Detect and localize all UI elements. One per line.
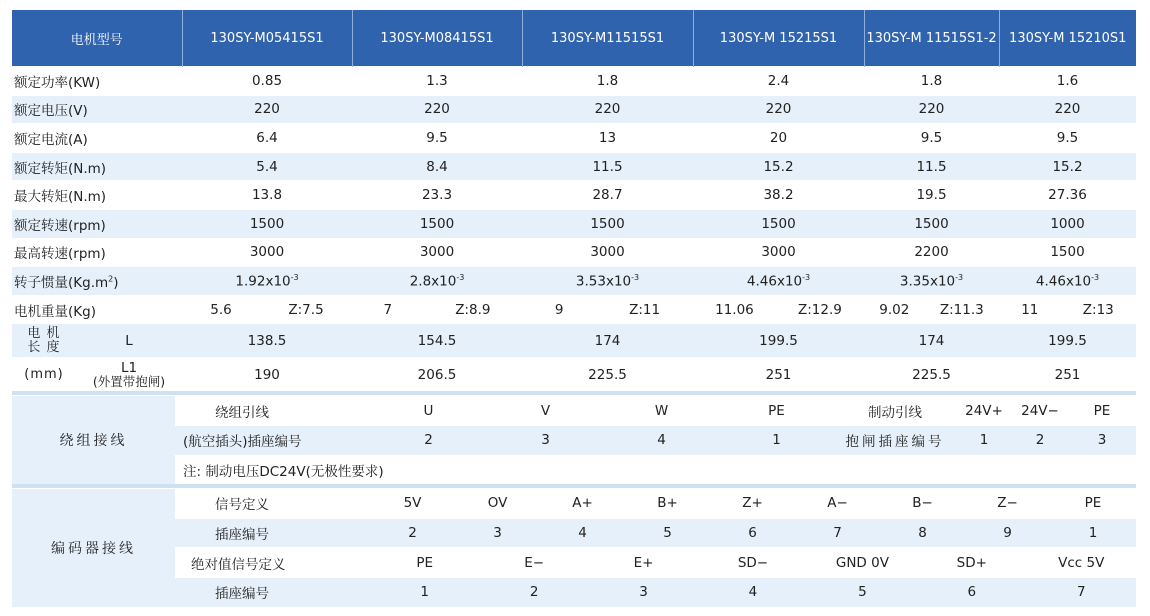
cell: 6.4 xyxy=(182,124,352,153)
cell: OV xyxy=(455,489,540,519)
cell: E+ xyxy=(633,554,654,571)
row-label: 电机重量(Kg) xyxy=(12,295,182,324)
cell: 7 Z:8.9 xyxy=(352,295,522,324)
cell: 9.5 xyxy=(864,124,999,153)
row-label: 最大转矩(N.m) xyxy=(12,181,182,210)
cell: 0.85 xyxy=(182,67,352,96)
cell: B− xyxy=(880,489,965,519)
cell: 1000 xyxy=(999,209,1136,238)
cell: 11.5 xyxy=(522,152,693,181)
cell: 3000 xyxy=(522,238,693,267)
cell: PE xyxy=(1068,396,1136,426)
row-label: 绕组引线 xyxy=(175,396,370,426)
row-label: 插座编号 xyxy=(175,577,370,606)
cell: 190 xyxy=(182,358,352,392)
cell: 5 xyxy=(858,584,867,601)
winding-row-note xyxy=(12,455,1136,484)
cell: 1500 xyxy=(693,209,864,238)
cell: SD− xyxy=(737,554,769,571)
cell: 27.36 xyxy=(999,181,1136,210)
cell: 3000 xyxy=(182,238,352,267)
cell: 8 xyxy=(880,518,965,548)
winding-row-pins xyxy=(12,425,1136,455)
cell: $1.92x10^{-3}$ xyxy=(182,267,352,296)
cell: 6 xyxy=(710,518,795,548)
header-model-5: 130SY-M 11515S1-2 xyxy=(864,10,999,67)
cell: 4 xyxy=(540,518,625,548)
cell: Vcc 5V xyxy=(1058,554,1105,571)
cell: 225.5 xyxy=(522,358,693,392)
spec-row-max-torque xyxy=(12,181,1136,210)
row-label: 信号定义 xyxy=(175,489,370,519)
cell: $4.46x10^{-3}$ xyxy=(999,267,1136,296)
row-label: 额定电流(A) xyxy=(12,124,182,153)
cell: GND 0V xyxy=(835,554,889,571)
cell: $3.53x10^{-3}$ xyxy=(522,267,693,296)
cell: 24V+ xyxy=(956,396,1012,426)
cell: 2 xyxy=(1012,425,1068,455)
cell: 7 xyxy=(795,518,880,548)
motor-spec-table xyxy=(12,10,1136,391)
cell: 8.4 xyxy=(352,152,522,181)
cell: 9 xyxy=(965,518,1050,548)
row-label: 插座编号 xyxy=(175,518,370,548)
cell: 199.5 xyxy=(693,324,864,358)
row-label-length: 电 机 长 度 L xyxy=(12,324,182,358)
cell: 1 xyxy=(420,584,429,601)
cell: 174 xyxy=(522,324,693,358)
header-model-1: 130SY-M05415S1 xyxy=(182,10,352,67)
encoder-group-label: 编码器接线 xyxy=(12,489,175,607)
cell: 3 xyxy=(1068,425,1136,455)
cell: 1.8 xyxy=(864,67,999,96)
cell: 9 Z:11 xyxy=(522,295,693,324)
header-model-2: 130SY-M08415S1 xyxy=(352,10,522,67)
row-label: 最高转速(rpm) xyxy=(12,238,182,267)
cell: 1500 xyxy=(522,209,693,238)
row-label: 额定功率(KW) xyxy=(12,67,182,96)
cell: 1500 xyxy=(999,238,1136,267)
cell: 9.5 xyxy=(352,124,522,153)
brake-label: 制动引线 xyxy=(834,396,956,426)
header-model-4: 130SY-M 15215S1 xyxy=(693,10,864,67)
winding-group-label: 绕组接线 xyxy=(12,396,175,484)
cell: Z− xyxy=(965,489,1050,519)
cell: 15.2 xyxy=(999,152,1136,181)
cell: E− xyxy=(524,554,545,571)
cell: 38.2 xyxy=(693,181,864,210)
cell: 220 xyxy=(352,95,522,124)
cell: A− xyxy=(795,489,880,519)
encoder-row-abs-signal xyxy=(12,548,1136,578)
spec-header-row xyxy=(12,10,1136,67)
cell: 20 xyxy=(693,124,864,153)
encoder-row-signal xyxy=(12,489,1136,519)
cell: 6 xyxy=(967,584,977,601)
cell: 3 xyxy=(455,518,540,548)
cell: 3 xyxy=(487,425,604,455)
cell: 1.8 xyxy=(522,67,693,96)
cell: 251 xyxy=(999,358,1136,392)
spec-row-rated-torque xyxy=(12,152,1136,181)
encoder-row-pins xyxy=(12,518,1136,548)
abs-signal-cells xyxy=(370,548,1136,578)
cell: 1500 xyxy=(352,209,522,238)
cell: $2.8x10^{-3}$ xyxy=(352,267,522,296)
brake-note: 注: 制动电压DC24V(无极性要求) xyxy=(175,455,1136,484)
winding-row-leads xyxy=(12,396,1136,426)
cell: 2 xyxy=(529,584,539,601)
header-model-6: 130SY-M 15210S1 xyxy=(999,10,1136,67)
cell: 9.5 xyxy=(999,124,1136,153)
cell: PE xyxy=(416,554,434,571)
cell: 3000 xyxy=(693,238,864,267)
spec-row-power xyxy=(12,67,1136,96)
cell: V xyxy=(487,396,604,426)
cell: SD+ xyxy=(956,554,987,571)
row-label: 绝对值信号定义 xyxy=(175,548,370,578)
spec-row-length-l1 xyxy=(12,358,1136,392)
row-label: (航空插头)插座编号 xyxy=(175,425,370,455)
cell: 2 xyxy=(370,518,455,548)
cell: 13 xyxy=(522,124,693,153)
cell: 2.4 xyxy=(693,67,864,96)
cell: 220 xyxy=(693,95,864,124)
spec-row-max-speed xyxy=(12,238,1136,267)
brake-label: 抱闸插座编号 xyxy=(834,425,956,455)
encoder-row-abs-pins xyxy=(12,577,1136,606)
cell: 5.6 Z:7.5 xyxy=(182,295,352,324)
cell: 2200 xyxy=(864,238,999,267)
cell: 9.02 Z:11.3 xyxy=(864,295,999,324)
cell: 7 xyxy=(1076,584,1086,601)
cell: 3000 xyxy=(352,238,522,267)
cell: B+ xyxy=(625,489,710,519)
row-label: 转子惯量$(Kg.m^2)$ xyxy=(12,267,182,296)
cell: PE xyxy=(719,396,834,426)
cell: U xyxy=(370,396,487,426)
cell: 2 xyxy=(370,425,487,455)
cell: 154.5 xyxy=(352,324,522,358)
spec-row-current xyxy=(12,124,1136,153)
cell: 220 xyxy=(864,95,999,124)
header-model-3: 130SY-M11515S1 xyxy=(522,10,693,67)
cell: 23.3 xyxy=(352,181,522,210)
cell: 4 xyxy=(748,584,758,601)
cell: 4 xyxy=(604,425,719,455)
cell: 225.5 xyxy=(864,358,999,392)
spec-row-length-l xyxy=(12,324,1136,358)
cell: 5V xyxy=(370,489,455,519)
cell: 11.06 Z:12.9 xyxy=(693,295,864,324)
encoder-wiring-table xyxy=(12,488,1136,606)
cell: 28.7 xyxy=(522,181,693,210)
cell: 24V− xyxy=(1012,396,1068,426)
cell: 13.8 xyxy=(182,181,352,210)
cell: 199.5 xyxy=(999,324,1136,358)
cell: 138.5 xyxy=(182,324,352,358)
winding-wiring-table xyxy=(12,395,1136,484)
cell: 11 Z:13 xyxy=(999,295,1136,324)
cell: 251 xyxy=(693,358,864,392)
cell: W xyxy=(604,396,719,426)
cell: 1 xyxy=(1050,518,1136,548)
spec-row-weight xyxy=(12,295,1136,324)
cell: PE xyxy=(1050,489,1136,519)
spec-row-voltage xyxy=(12,95,1136,124)
spec-row-rated-speed xyxy=(12,209,1136,238)
header-model-label: 电机型号 xyxy=(12,10,182,67)
cell: 220 xyxy=(522,95,693,124)
cell: 1500 xyxy=(182,209,352,238)
row-label: 额定电压(V) xyxy=(12,95,182,124)
cell: 11.5 xyxy=(864,152,999,181)
cell: 1 xyxy=(719,425,834,455)
cell: 1.3 xyxy=(352,67,522,96)
spec-sheet xyxy=(12,10,1136,607)
cell: 1.6 xyxy=(999,67,1136,96)
cell: 3 xyxy=(639,584,648,601)
row-label: 额定转速(rpm) xyxy=(12,209,182,238)
cell: 220 xyxy=(182,95,352,124)
row-label-length-l1: (mm) L1 (外置带抱闸) xyxy=(12,358,182,392)
row-label: 额定转矩(N.m) xyxy=(12,152,182,181)
cell: Z+ xyxy=(710,489,795,519)
cell: 5.4 xyxy=(182,152,352,181)
cell: 19.5 xyxy=(864,181,999,210)
cell: 206.5 xyxy=(352,358,522,392)
cell: 220 xyxy=(999,95,1136,124)
cell: $3.35x10^{-3}$ xyxy=(864,267,999,296)
cell: 1 xyxy=(956,425,1012,455)
cell: 5 xyxy=(625,518,710,548)
cell: $4.46x10^{-3}$ xyxy=(693,267,864,296)
cell: 15.2 xyxy=(693,152,864,181)
cell: 1500 xyxy=(864,209,999,238)
cell: 174 xyxy=(864,324,999,358)
spec-row-inertia xyxy=(12,267,1136,296)
abs-pin-cells xyxy=(370,577,1136,606)
cell: A+ xyxy=(540,489,625,519)
